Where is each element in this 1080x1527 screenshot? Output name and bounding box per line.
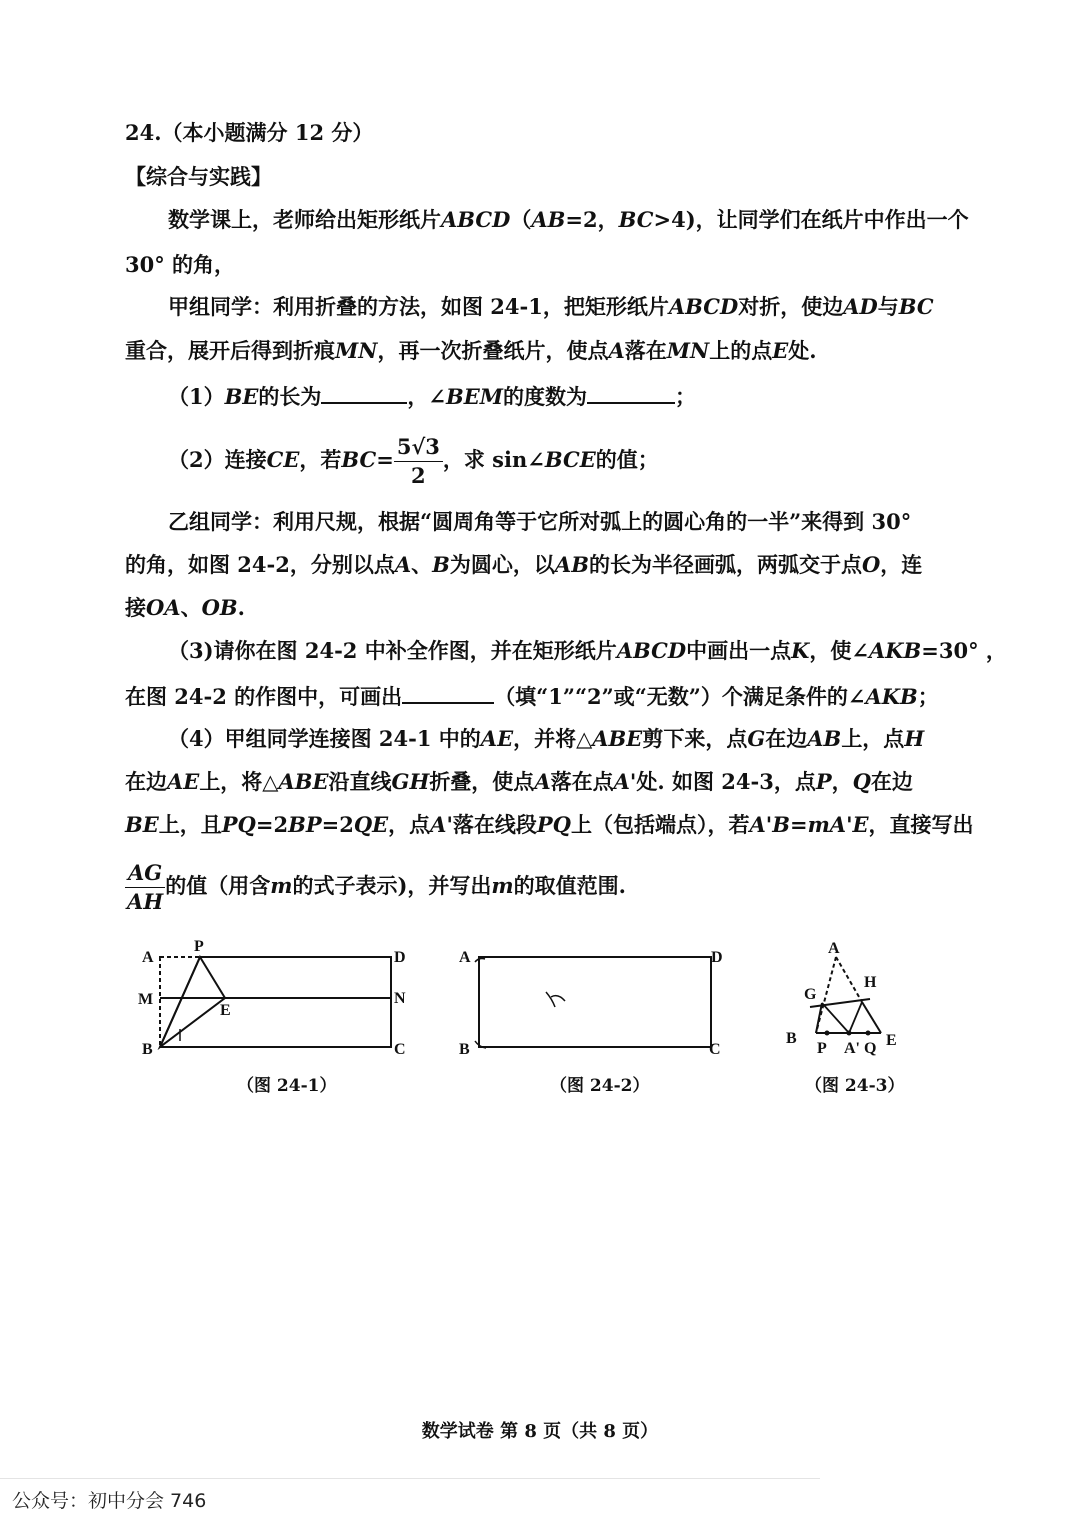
fig2-label-A: A [459,949,471,966]
fig1-label-P: P [194,938,204,955]
fig2-arc-at-B [475,1041,486,1048]
question-1: （1）BE的长为 ，∠BEM的度数为 ； [168,380,1008,412]
answer-blank-2[interactable] [587,380,675,404]
fig1-label-A: A [142,949,154,966]
fig1-label-M: M [138,991,154,1008]
page-footer: 数学试卷 第 8 页（共 8 页） [421,1421,659,1442]
watermark-divider [0,1478,820,1479]
fig3-segment-HA2 [849,1002,862,1033]
watermark-text: 公众号：初中分会 746 [12,1490,207,1512]
fig3-label-G: G [804,986,817,1003]
figure-24-2 [455,935,735,1065]
fig2-label-B: B [459,1041,470,1058]
groupA-line-1: 甲组同学：利用折叠的方法，如图 24-1，把矩形纸片ABCD对折，使边AD与BC [168,294,934,319]
answer-blank-1[interactable] [321,380,407,404]
fig1-label-D: D [394,949,406,966]
fig2-arc-marks [546,992,565,1007]
fig3-point-A2 [847,1031,852,1036]
fig3-point-Q [866,1031,871,1036]
fig3-label-Q: Q [864,1040,877,1057]
question-4-line-3: BE上，且PQ=2BP=2QE，点A'落在线段PQ上（包括端点），若A'B=mA'E，直接写出 [125,812,974,837]
fig2-label-D: D [711,949,723,966]
fig1-triangle-PEB [160,957,225,1047]
intro-line-2: 30° 的角， [125,252,236,277]
fig3-dashed-AH [836,957,862,1002]
groupB-line-1: 乙组同学：利用尺规，根据“圆周角等于它所对弧上的圆心角的一半”来得到 30° [168,509,912,534]
groupA-line-2: 重合，展开后得到折痕MN，再一次折叠纸片，使点A落在MN上的点E处. [125,338,817,363]
fig3-label-H: H [864,974,877,991]
groupB-line-2: 的角，如图 24-2，分别以点A、B为圆心，以AB的长为半径画弧，两弧交于点O，连 [125,552,923,577]
fig1-label-N: N [394,990,406,1007]
fig1-segment-BE [160,998,225,1047]
fig3-label-A: A [828,940,840,957]
question-4-line-2: 在边AE上，将△ABE沿直线GH折叠，使点A落在点A'处. 如图 24-3，点P，Q在边 [125,769,913,794]
fraction-AG-over-AH: $\frac{AG}{AH}$ [125,859,165,916]
intro-line-1: 数学课上，老师给出矩形纸片ABCD（AB=2，BC>4)，让同学们在纸片中作出一个 [168,207,969,232]
question-3-line-2: 在图 24-2 的作图中，可画出 （填“1”“2”或“无数”）个满足条件的∠AKB； [125,680,965,712]
groupB-line-3: 接OA、OB. [125,595,245,620]
question-3-line-1: （3)请你在图 24-2 中补全作图，并在矩形纸片ABCD中画出一点K，使∠AKB=30° ， [168,638,1007,663]
fig3-label-E: E [886,1032,897,1049]
fig3-side-HE [862,1002,881,1033]
fig1-label-C: C [394,1041,406,1058]
fig1-caption: （图 24-1） [237,1076,337,1096]
fig3-label-B: B [786,1030,797,1047]
fraction-5sqrt3-over-2: $\frac{5√3}{2}$ [394,433,443,490]
question-2: （2）连接CE，若BC= $\frac{5√3}{2}$ ，求 sin∠BCE的值； [168,434,659,488]
fig2-rectangle [479,957,711,1047]
figure-24-3 [780,935,920,1065]
fig2-label-C: C [709,1041,721,1058]
fig3-caption: （图 24-3） [805,1076,905,1096]
figure-24-1 [130,935,420,1065]
fig1-label-E: E [220,1002,231,1019]
fig3-label-A-prime: A' [844,1040,860,1057]
fig3-side-GB [816,1003,822,1033]
problem-header: 24.（本小题满分 12 分） [125,120,374,145]
fig1-label-B: B [142,1041,153,1058]
question-4-line-4: $\frac{AG}{AH}$ 的值（用含m的式子表示)，并写出m的取值范围. [125,856,965,916]
fig3-point-P [825,1031,830,1036]
section-title: 【综合与实践】 [125,164,272,189]
fig3-label-P: P [817,1040,827,1057]
answer-blank-3[interactable] [402,680,494,704]
fig3-segment-GA2 [822,1003,849,1033]
fig2-caption: （图 24-2） [550,1076,650,1096]
question-4-line-1: （4）甲组同学连接图 24-1 中的AE，并将△ABE剪下来，点G在边AB上，点H [168,726,925,751]
